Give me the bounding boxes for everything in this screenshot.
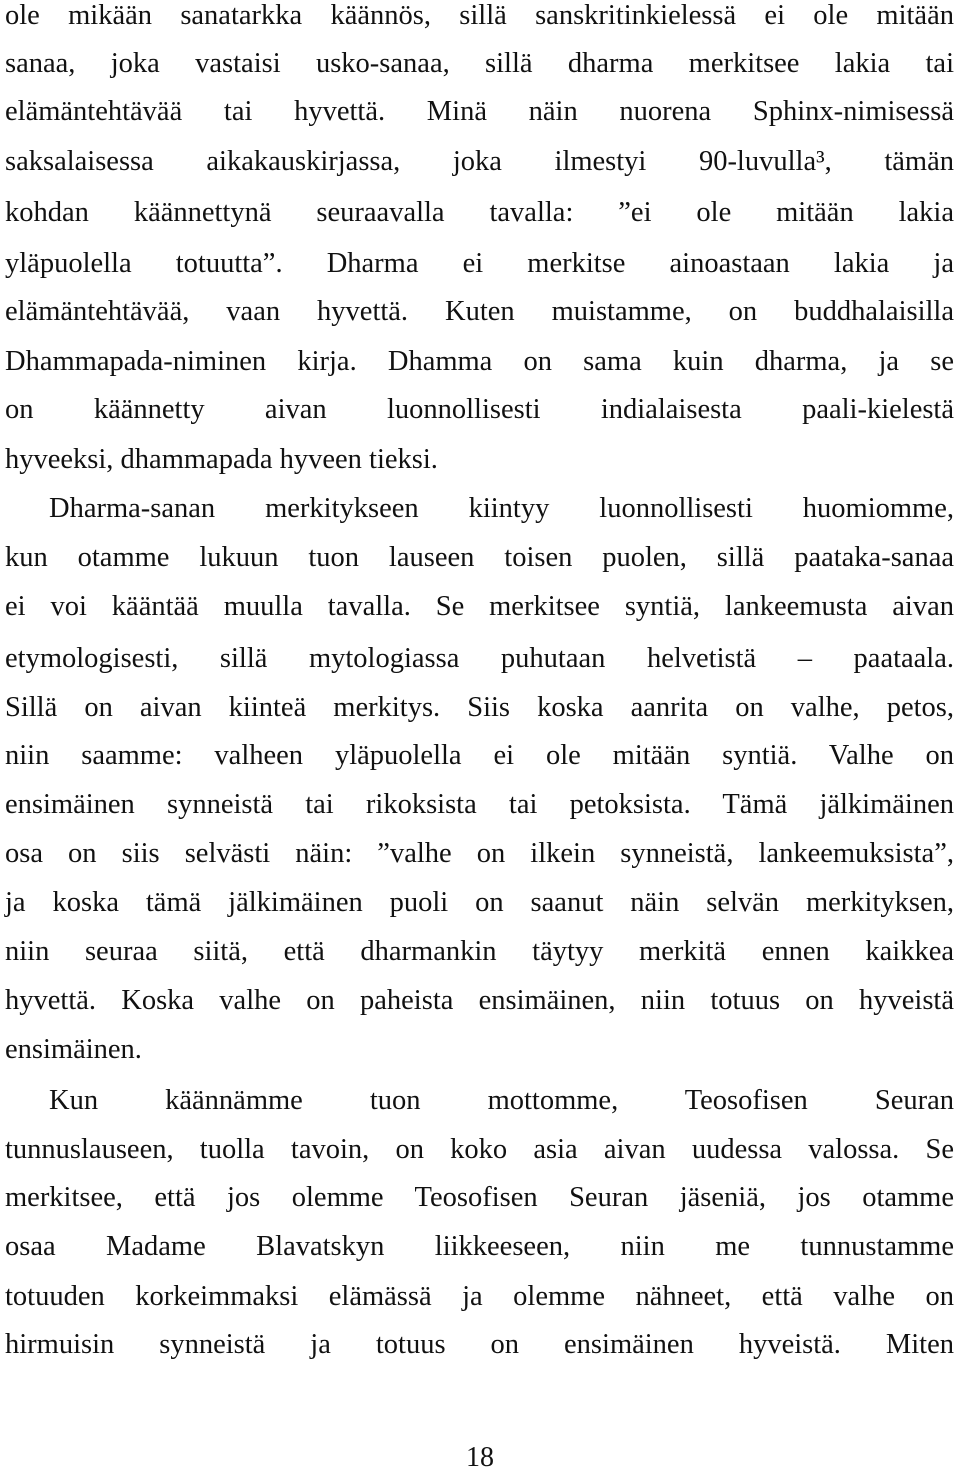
text-line: totuuden korkeimmaksi elämässä ja olemme nähneet, että valhe on (5, 1281, 954, 1312)
text-line: Kun käännämme tuon mottomme, Teosofisen Seuran (49, 1085, 954, 1116)
text-line: hirmuisin synneistä ja totuus on ensimäinen hyveistä. Miten (5, 1329, 954, 1360)
text-line: elämäntehtävää tai hyvettä. Minä näin nuorena Sphinx-nimisessä (5, 96, 954, 127)
text-line: Sillä on aivan kiinteä merkitys. Siis koska aanrita on valhe, petos, (5, 692, 954, 723)
text-line: osa on siis selvästi näin: ”valhe on ilkein synneistä, lankeemuksista”, (5, 838, 954, 869)
text-line: on käännetty aivan luonnollisesti indialaisesta paali-kielestä (5, 394, 954, 425)
text-line: ole mikään sanatarkka käännös, sillä sanskritinkielessä ei ole mitään (5, 0, 954, 31)
text-line: niin seuraa siitä, että dharmankin täytyy merkitä ennen kaikkea (5, 936, 954, 967)
text-line: Dharma-sanan merkitykseen kiintyy luonnollisesti huomiomme, (49, 493, 954, 524)
text-line: etymologisesti, sillä mytologiassa puhutaan helvetistä – paataala. (5, 643, 954, 674)
text-line: hyveeksi, dhammapada hyveen tieksi. (5, 444, 438, 475)
text-line: ensimäinen synneistä tai rikoksista tai petoksista. Tämä jälkimäinen (5, 789, 954, 820)
text-line: ja koska tämä jälkimäinen puoli on saanut näin selvän merkityksen, (5, 887, 954, 918)
text-line: saksalaisessa aikakauskirjassa, joka ilmestyi 90-luvulla³, tämän (5, 146, 954, 177)
text-line: merkitsee, että jos olemme Teosofisen Seuran jäseniä, jos otamme (5, 1182, 954, 1213)
text-line: niin saamme: valheen yläpuolella ei ole mitään syntiä. Valhe on (5, 740, 954, 771)
text-line: Dhammapada-niminen kirja. Dhamma on sama kuin dharma, ja se (5, 346, 954, 377)
text-line: kun otamme lukuun tuon lauseen toisen puolen, sillä paataka-sanaa (5, 542, 954, 573)
text-line: yläpuolella totuutta”. Dharma ei merkitse ainoastaan lakia ja (5, 248, 954, 279)
text-line: ei voi kääntää muulla tavalla. Se merkitsee syntiä, lankeemusta aivan (5, 591, 954, 622)
text-line: osaa Madame Blavatskyn liikkeeseen, niin me tunnustamme (5, 1231, 954, 1262)
text-line: elämäntehtävää, vaan hyvettä. Kuten muistamme, on buddhalaisilla (5, 296, 954, 327)
text-line: tunnuslauseen, tuolla tavoin, on koko asia aivan uudessa valossa. Se (5, 1134, 954, 1165)
text-line: ensimäinen. (5, 1034, 142, 1065)
page-number: 18 (466, 1442, 494, 1473)
text-line: sanaa, joka vastaisi usko-sanaa, sillä dharma merkitsee lakia tai (5, 48, 954, 79)
text-line: kohdan käännettynä seuraavalla tavalla: ”ei ole mitään lakia (5, 197, 954, 228)
text-line: hyvettä. Koska valhe on paheista ensimäinen, niin totuus on hyveistä (5, 985, 954, 1016)
